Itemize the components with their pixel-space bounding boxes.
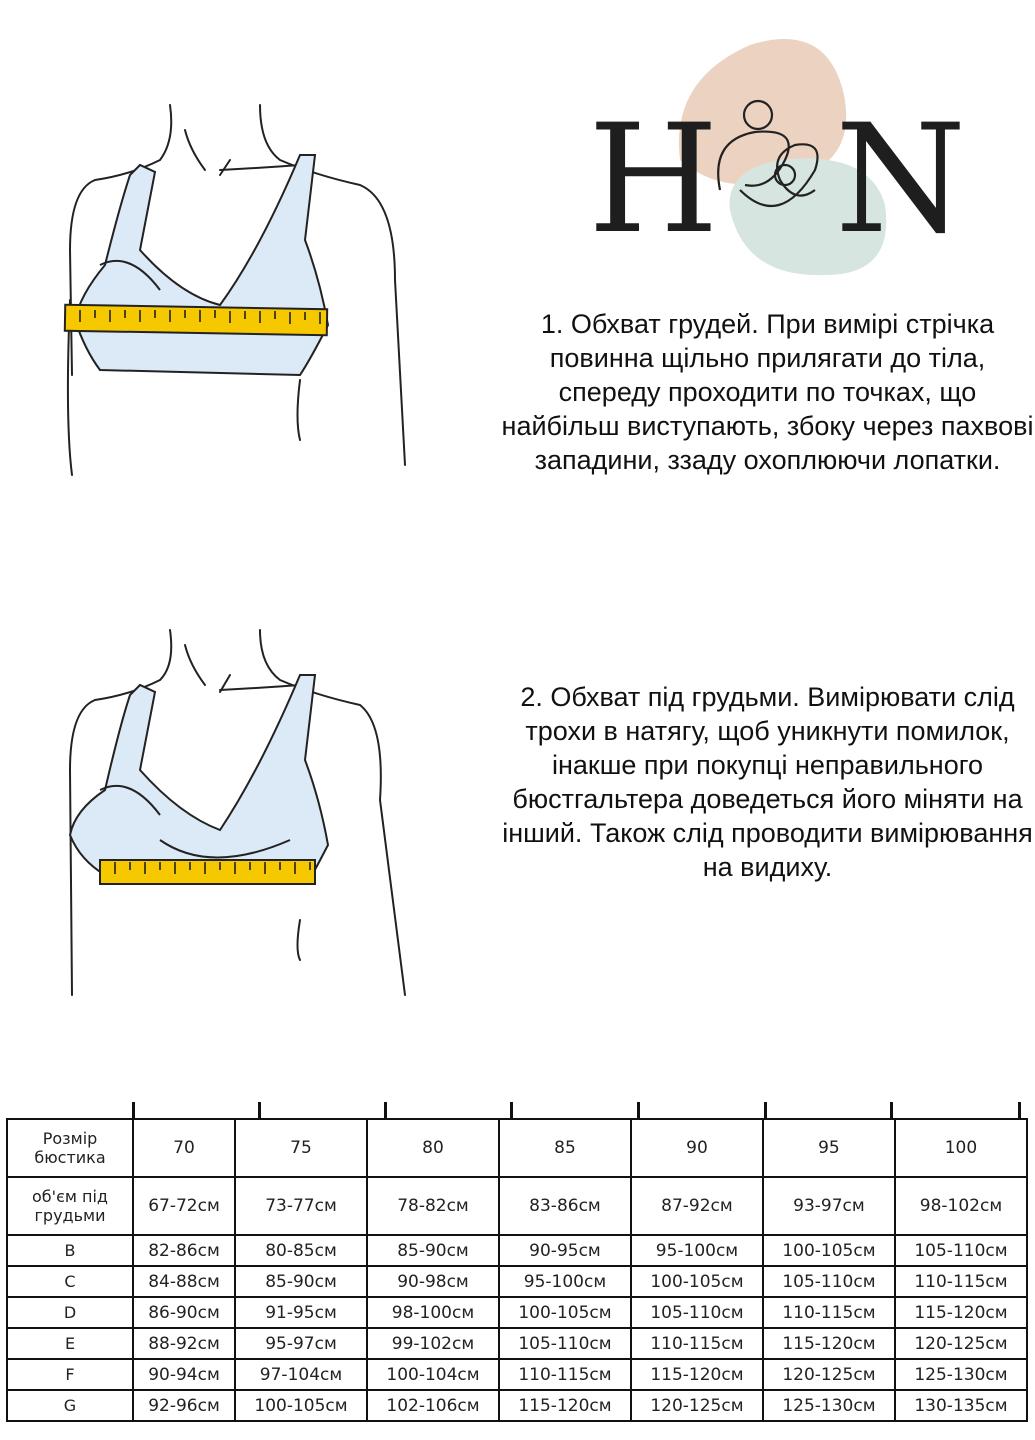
- cup-label-cell: G: [7, 1390, 133, 1421]
- bust-measurement-illustration: [60, 100, 420, 480]
- cup-value-cell: 120-125см: [631, 1390, 763, 1421]
- cup-value-cell: 92-96см: [133, 1390, 235, 1421]
- bra-shape-2: [70, 675, 328, 875]
- cup-value-cell: 95-100см: [631, 1235, 763, 1266]
- table-row-cup-d: [7, 1297, 1027, 1328]
- size-cell: 90: [631, 1119, 763, 1177]
- size-cell: 85: [499, 1119, 631, 1177]
- logo-letter-h: H: [588, 93, 719, 267]
- cup-value-cell: 100-104см: [367, 1359, 499, 1390]
- cup-label-cell: D: [7, 1297, 133, 1328]
- cup-label-cell: E: [7, 1328, 133, 1359]
- size-chart-table: [6, 1118, 1028, 1422]
- table-row-cup-e: [7, 1328, 1027, 1359]
- cup-value-cell: 130-135см: [895, 1390, 1027, 1421]
- cup-value-cell: 120-125см: [895, 1328, 1027, 1359]
- cup-value-cell: 105-110см: [631, 1297, 763, 1328]
- cup-value-cell: 86-90см: [133, 1297, 235, 1328]
- cup-value-cell: 91-95см: [235, 1297, 367, 1328]
- cup-value-cell: 97-104см: [235, 1359, 367, 1390]
- cup-value-cell: 82-86см: [133, 1235, 235, 1266]
- cup-label-cell: F: [7, 1359, 133, 1390]
- cup-value-cell: 115-120см: [763, 1328, 895, 1359]
- header-label-cell: Розмір бюстика: [7, 1119, 133, 1177]
- cup-value-cell: 105-110см: [763, 1266, 895, 1297]
- cup-value-cell: 88-92см: [133, 1328, 235, 1359]
- bra-shape: [75, 155, 328, 375]
- cup-value-cell: 80-85см: [235, 1235, 367, 1266]
- table-row-sizes: [7, 1119, 1027, 1177]
- bust-measurement-instruction: 1. Обхват грудей. При вимірі стрічка повинна щільно прилягати до тіла, спереду проходити по точках, що найбільш виступають, збоку через пахвові западини, ззаду охоплюючи лопатки.: [501, 309, 1034, 475]
- underbust-cell: 78-82см: [367, 1177, 499, 1235]
- cup-value-cell: 102-106см: [367, 1390, 499, 1421]
- cup-value-cell: 110-115см: [499, 1359, 631, 1390]
- cup-value-cell: 100-105см: [631, 1266, 763, 1297]
- cup-value-cell: 90-98см: [367, 1266, 499, 1297]
- cup-value-cell: 85-90см: [235, 1266, 367, 1297]
- cup-value-cell: 95-97см: [235, 1328, 367, 1359]
- table-row-underbust: [7, 1177, 1027, 1235]
- cup-value-cell: 95-100см: [499, 1266, 631, 1297]
- cup-value-cell: 110-115см: [895, 1266, 1027, 1297]
- cup-label-cell: B: [7, 1235, 133, 1266]
- logo-letter-n: N: [835, 93, 967, 267]
- cup-value-cell: 110-115см: [631, 1328, 763, 1359]
- underbust-measurement-illustration: [60, 620, 420, 1000]
- underbust-cell: 83-86см: [499, 1177, 631, 1235]
- cup-value-cell: 98-100см: [367, 1297, 499, 1328]
- underbust-cell: 73-77см: [235, 1177, 367, 1235]
- table-row-cup-f: [7, 1359, 1027, 1390]
- cup-value-cell: 110-115см: [763, 1297, 895, 1328]
- underbust-cell: 87-92см: [631, 1177, 763, 1235]
- measuring-tape: [65, 305, 327, 336]
- measuring-tape-2: [100, 860, 315, 884]
- cup-value-cell: 85-90см: [367, 1235, 499, 1266]
- cup-value-cell: 125-130см: [763, 1390, 895, 1421]
- brand-logo: [580, 20, 967, 290]
- size-cell: 95: [763, 1119, 895, 1177]
- cup-value-cell: 115-120см: [499, 1390, 631, 1421]
- underbust-cell: 93-97см: [763, 1177, 895, 1235]
- underbust-cell: 98-102см: [895, 1177, 1027, 1235]
- cup-value-cell: 125-130см: [895, 1359, 1027, 1390]
- underbust-label-cell: об'єм під грудьми: [7, 1177, 133, 1235]
- table-row-cup-g: [7, 1390, 1027, 1421]
- size-cell: 70: [133, 1119, 235, 1177]
- cup-value-cell: 100-105см: [235, 1390, 367, 1421]
- table-row-cup-c: [7, 1266, 1027, 1297]
- cup-value-cell: 100-105см: [763, 1235, 895, 1266]
- cup-value-cell: 99-102см: [367, 1328, 499, 1359]
- cup-value-cell: 105-110см: [499, 1328, 631, 1359]
- cup-value-cell: 105-110см: [895, 1235, 1027, 1266]
- cup-value-cell: 115-120см: [631, 1359, 763, 1390]
- cup-value-cell: 90-94см: [133, 1359, 235, 1390]
- cup-value-cell: 100-105см: [499, 1297, 631, 1328]
- underbust-measurement-instruction: 2. Обхват під грудьми. Вимірювати слід трохи в натягу, щоб уникнути помилок, інакше при покупці неправильного бюстгальтера доведеться його міняти на інший. Також слід проводити вимірювання на видиху.: [502, 682, 1033, 882]
- size-cell: 80: [367, 1119, 499, 1177]
- size-cell: 100: [895, 1119, 1027, 1177]
- cup-label-cell: C: [7, 1266, 133, 1297]
- size-chart: [0, 1100, 1035, 1440]
- size-cell: 75: [235, 1119, 367, 1177]
- cup-value-cell: 90-95см: [499, 1235, 631, 1266]
- table-row-cup-b: [7, 1235, 1027, 1266]
- cup-value-cell: 120-125см: [763, 1359, 895, 1390]
- cup-value-cell: 115-120см: [895, 1297, 1027, 1328]
- cup-value-cell: 84-88см: [133, 1266, 235, 1297]
- underbust-cell: 67-72см: [133, 1177, 235, 1235]
